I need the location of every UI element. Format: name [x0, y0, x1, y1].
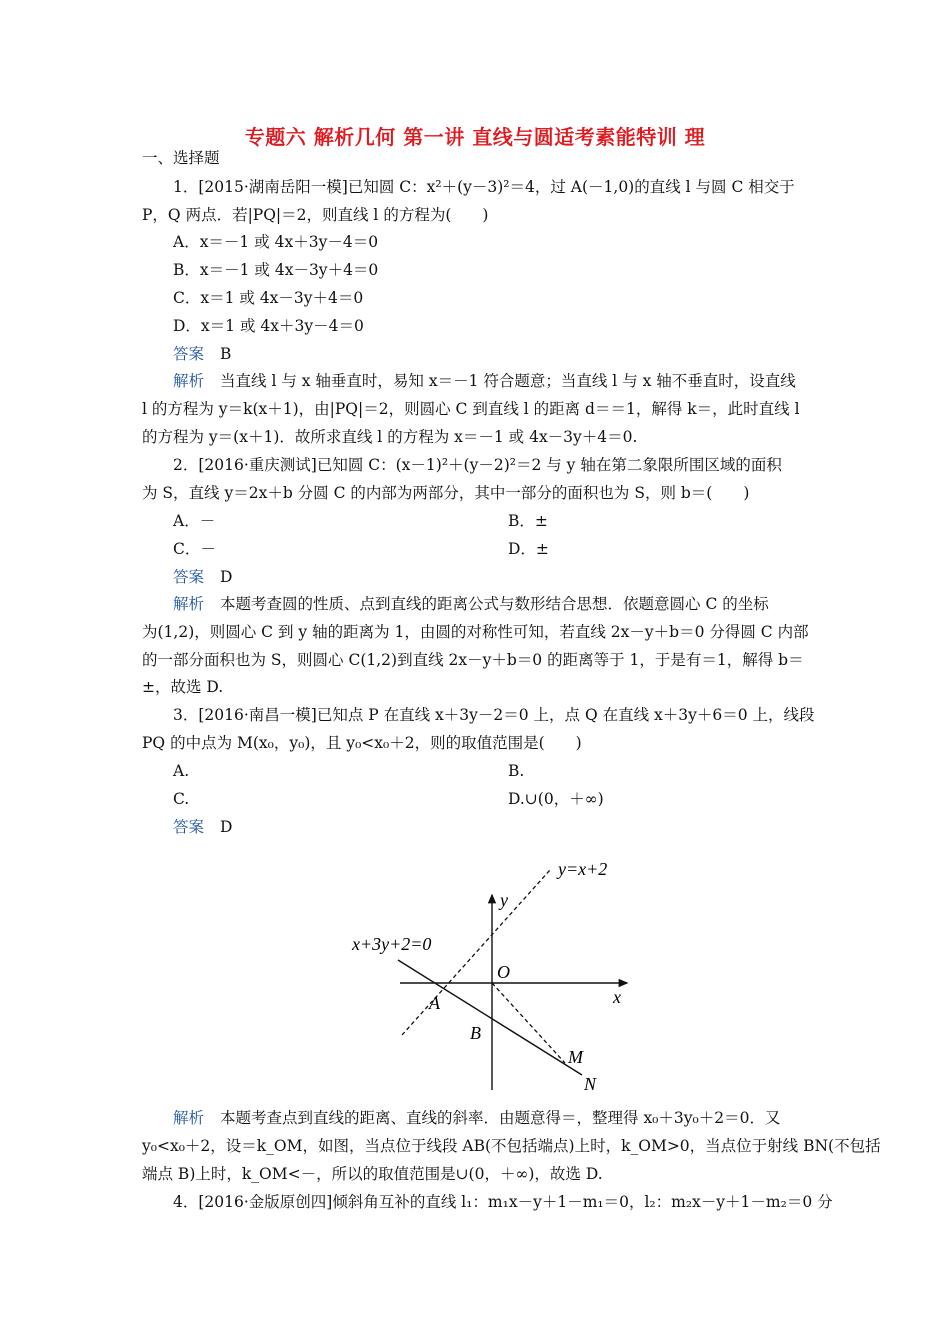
q2-option-c: C．－: [173, 540, 216, 558]
answer-label: 答案: [173, 568, 205, 586]
q1-option-b: B．x＝－1 或 4x－3y＋4＝0: [173, 261, 379, 279]
coordinate-diagram: [340, 850, 640, 1095]
q1-answer: [173, 344, 231, 364]
q1-analysis-line3: 的方程为 y＝(x＋1)．故所求直线 l 的方程为 x＝－1 或 4x－3y＋4＝0.: [142, 428, 638, 446]
q1-analysis-text1: 当直线 l 与 x 轴垂直时，易知 x＝－1 符合题意；当直线 l 与 x 轴不垂直时，设直线: [220, 372, 796, 390]
q3-stem-line1: 3．[2016·南昌一模]已知点 P 在直线 x＋3y－2＝0 上，点 Q 在直线 x＋3y＋6＝0 上，线段: [173, 706, 815, 724]
label-n: N: [584, 1074, 597, 1094]
q3-option-d: D.∪(0，＋∞): [508, 790, 604, 808]
q3-analysis-line3: 端点 B)上时，k_OM<－，所以的取值范围是∪(0，＋∞)，故选 D.: [142, 1165, 603, 1183]
q2-analysis-line2: 为(1,2)，则圆心 C 到 y 轴的距离为 1，由圆的对称性可知，若直线 2x－y＋b＝0 分得圆 C 内部: [142, 623, 809, 641]
analysis-label: 解析: [173, 595, 205, 613]
segment-om: [492, 983, 565, 1063]
q1-analysis-line2: l 的方程为 y＝k(x＋1)，由|PQ|＝2，则圆心 C 到直线 l 的距离 d＝＝1，解得 k＝，此时直线 l: [142, 400, 800, 418]
label-x-plus-3y-plus-2: x+3y+2=0: [352, 934, 432, 954]
q2-stem-line2: 为 S，直线 y＝2x＋b 分圆 C 的内部为两部分，其中一部分的面积也为 S，则 b＝( ): [142, 484, 750, 502]
q3-option-b: B.: [508, 762, 525, 780]
q2-answer: [173, 567, 232, 587]
q3-option-c: C.: [173, 790, 190, 808]
q2-option-d: D．±: [508, 540, 549, 558]
label-y-eq-x-plus-2: y=x+2: [558, 859, 608, 879]
q3-analysis-text1: 本题考查点到直线的距离、直线的斜率．由题意得＝，整理得 x₀＋3y₀＋2＝0．又: [220, 1109, 781, 1127]
q1-analysis-line1: [173, 371, 796, 391]
q1-stem-line1: 1．[2015·湖南岳阳一模]已知圆 C：x²＋(y－3)²＝4，过 A(－1,0)的直线 l 与圆 C 相交于: [173, 178, 795, 196]
q4-stem-line1: 4．[2016·金版原创四]倾斜角互补的直线 l₁：m₁x－y＋1－m₁＝0，l₂：m₂x－y＋1－m₂＝0 分: [173, 1193, 833, 1211]
q1-stem-line2: P，Q 两点．若|PQ|＝2，则直线 l 的方程为( ): [142, 206, 489, 224]
q1-option-d: D．x＝1 或 4x＋3y－4＝0: [173, 317, 364, 335]
q3-option-a: A.: [173, 762, 190, 780]
q2-analysis-text1: 本题考查圆的性质、点到直线的距离公式与数形结合思想．依题意圆心 C 的坐标: [220, 595, 769, 613]
q3-answer: [173, 817, 232, 837]
q2-analysis-line4: ±，故选 D.: [142, 678, 224, 696]
q3-analysis-line2: y₀<x₀＋2，设＝k_OM，如图，当点位于线段 AB(不包括端点)上时，k_OM>0，当点位于射线 BN(不包括: [142, 1137, 881, 1155]
q1-option-c: C．x＝1 或 4x－3y＋4＝0: [173, 289, 364, 307]
q1-answer-value: B: [220, 345, 232, 363]
label-y: y: [500, 890, 508, 910]
label-m: M: [568, 1047, 583, 1067]
label-a: A: [429, 993, 440, 1013]
answer-label: 答案: [173, 345, 205, 363]
q1-option-a: A．x＝－1 或 4x＋3y－4＝0: [173, 233, 379, 251]
q3-answer-value: D: [220, 818, 233, 836]
q3-analysis-line1: [173, 1108, 780, 1128]
answer-label: 答案: [173, 818, 205, 836]
section-heading: 一、选择题: [142, 149, 220, 167]
q3-figure: [340, 850, 640, 1095]
page-title: 专题六 解析几何 第一讲 直线与圆适考素能特训 理: [244, 125, 706, 149]
q2-option-a: A．－: [173, 512, 216, 530]
label-o: O: [497, 962, 510, 982]
label-x: x: [613, 987, 621, 1007]
q2-option-b: B．±: [508, 512, 548, 530]
q2-stem-line1: 2．[2016·重庆测试]已知圆 C：(x－1)²＋(y－2)²＝2 与 y 轴在第二象限所围区域的面积: [173, 456, 782, 474]
q2-analysis-line3: 的一部分面积也为 S，则圆心 C(1,2)到直线 2x－y＋b＝0 的距离等于 1，于是有＝1，解得 b＝: [142, 651, 804, 669]
line-x-plus-3y-plus-2: [398, 960, 582, 1075]
analysis-label: 解析: [173, 1109, 205, 1127]
q3-stem-line2: PQ 的中点为 M(x₀，y₀)，且 y₀<x₀＋2，则的取值范围是( ): [142, 734, 582, 752]
analysis-label: 解析: [173, 372, 205, 390]
q2-analysis-line1: [173, 594, 769, 614]
label-b: B: [470, 1023, 481, 1043]
q2-answer-value: D: [220, 568, 233, 586]
